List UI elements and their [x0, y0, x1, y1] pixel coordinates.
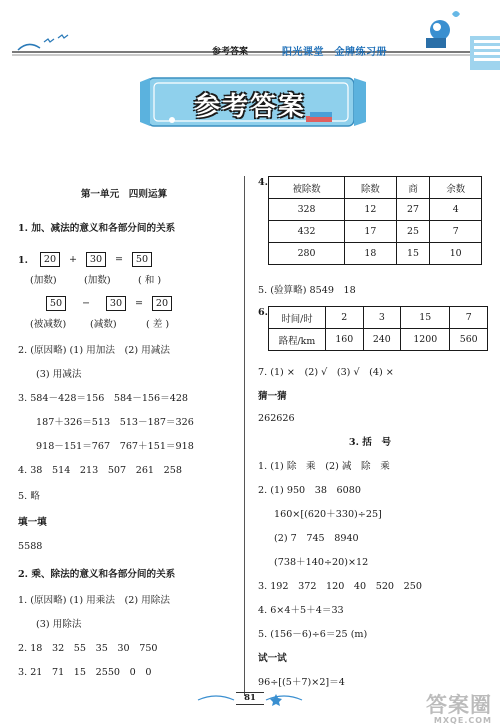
table-cell: 3	[363, 307, 401, 329]
q2-line-2: (3) 用减法	[36, 369, 82, 380]
table-cell: 12	[345, 199, 397, 221]
q4-line: 4. 38 514 213 507 261 258	[18, 465, 182, 476]
equals-sign-2: =	[134, 298, 144, 309]
bird-icon-2	[58, 35, 68, 38]
q1-equation-1	[40, 252, 152, 267]
table-row	[269, 329, 488, 351]
table-header-cell: 除数	[345, 177, 397, 199]
table-row	[269, 221, 482, 243]
subtrahend-box: 30	[106, 296, 126, 311]
table-row	[269, 199, 482, 221]
banner-title: 参考答案	[193, 92, 306, 122]
fill-title: 填一填	[18, 517, 47, 528]
table-cell: 2	[326, 307, 364, 329]
q1-label-3: ( 和 )	[138, 275, 162, 286]
table-header-row	[269, 177, 482, 199]
s3-q2-line-1: 2. (1) 950 38 6080	[258, 485, 361, 496]
minuend-box: 50	[46, 296, 66, 311]
table-cell: 时间/时	[269, 307, 326, 329]
try-answer: 96÷[(5＋7)×2]＝4	[258, 677, 345, 688]
header-brand: 阳光课堂 金牌练习册	[282, 47, 387, 58]
r-q6-number: 6.	[258, 307, 269, 318]
table-cell: 328	[269, 199, 345, 221]
r-q5-line: 5. (验算略) 8549 18	[258, 285, 356, 296]
column-divider	[244, 176, 245, 696]
table-cell: 432	[269, 221, 345, 243]
q3-line-1: 3. 584－428＝156 584－156＝428	[18, 393, 189, 404]
s3-q2-line-4: (738＋140÷20)×12	[274, 557, 369, 568]
table-cell: 27	[396, 199, 430, 221]
s3-q1-line: 1. (1) 除 乘 (2) 减 除 乘	[258, 461, 390, 472]
table-row	[269, 307, 488, 329]
watermark-url: MXQE.COM	[433, 716, 492, 725]
addend-2-box: 30	[86, 252, 106, 267]
section-1-title: 1. 加、减法的意义和各部分间的关系	[18, 223, 176, 234]
s3-q4-line: 4. 6×4＋5＋4＝33	[258, 605, 344, 616]
table-cell: 560	[450, 329, 488, 351]
table-header-cell: 商	[396, 177, 430, 199]
difference-box: 20	[152, 296, 172, 311]
bird-icon	[44, 39, 54, 42]
table-cell: 15	[396, 243, 430, 265]
page-number: 81	[236, 692, 264, 705]
table-cell: 路程/km	[269, 329, 326, 351]
table-cell: 7	[450, 307, 488, 329]
s3-q3-line: 3. 192 372 120 40 520 250	[258, 581, 422, 592]
q1-label-2: (加数)	[84, 275, 111, 286]
try-title: 试一试	[258, 653, 287, 664]
division-table	[268, 176, 482, 265]
table-header-cell: 被除数	[269, 177, 345, 199]
s3-q2-line-3: (2) 7 745 8940	[274, 533, 359, 544]
header-label: 参考答案	[212, 47, 249, 57]
minus-sign: −	[81, 298, 91, 309]
watermark	[426, 694, 492, 725]
q1-label-5: (减数)	[90, 319, 117, 330]
table-cell: 280	[269, 243, 345, 265]
q5-line: 5. 略	[18, 491, 40, 502]
watermark-text: 答案圈	[426, 693, 492, 717]
r-q7-line: 7. (1) × (2) √ (3) √ (4) ×	[258, 367, 394, 378]
table-header-cell: 余数	[430, 177, 482, 199]
q1-number: 1.	[18, 255, 29, 266]
q1-label-6: ( 差 )	[146, 319, 170, 330]
table-cell: 10	[430, 243, 482, 265]
q3-line-3: 918－151＝767 767＋151＝918	[36, 441, 194, 452]
s2-q1-line-2: (3) 用除法	[36, 619, 82, 630]
q1-label-4: (被减数)	[30, 319, 67, 330]
table-cell: 1200	[401, 329, 450, 351]
s3-q5-line: 5. (156－6)÷6＝25 (m)	[258, 629, 368, 640]
equals-sign: =	[114, 254, 124, 265]
s2-q1-line-1: 1. (原因略) (1) 用乘法 (2) 用除法	[18, 595, 170, 606]
sum-box: 50	[132, 252, 152, 267]
q1-equation-2	[46, 296, 172, 311]
table-row	[269, 243, 482, 265]
q3-line-2: 187＋326＝513 513－187＝326	[36, 417, 194, 428]
s3-q2-line-2: 160×[(620＋330)÷25]	[274, 509, 382, 520]
unit-title: 第一单元 四则运算	[80, 189, 168, 200]
s2-q3-line: 3. 21 71 15 2550 0 0	[18, 667, 152, 678]
header-decoration	[0, 0, 500, 70]
table-cell: 7	[430, 221, 482, 243]
guess-title: 猜一猜	[258, 391, 287, 402]
fill-answer: 5588	[18, 541, 43, 552]
travel-table	[268, 306, 488, 351]
section-3-title: 3. 括 号	[348, 437, 392, 448]
addend-1-box: 20	[40, 252, 60, 267]
table-cell: 25	[396, 221, 430, 243]
table-cell: 160	[326, 329, 364, 351]
table-cell: 4	[430, 199, 482, 221]
table-cell: 17	[345, 221, 397, 243]
table-cell: 15	[401, 307, 450, 329]
r-q4-number: 4.	[258, 177, 269, 188]
guess-answer: 262626	[258, 413, 295, 424]
s2-q2-line: 2. 18 32 55 35 30 750	[18, 643, 158, 654]
q1-label-1: (加数)	[30, 275, 57, 286]
q2-line-1: 2. (原因略) (1) 用加法 (2) 用减法	[18, 345, 170, 356]
table-cell: 18	[345, 243, 397, 265]
page-header	[0, 0, 500, 70]
table-cell: 240	[363, 329, 401, 351]
plus-sign: +	[68, 254, 78, 265]
section-2-title: 2. 乘、除法的意义和各部分间的关系	[18, 569, 176, 580]
